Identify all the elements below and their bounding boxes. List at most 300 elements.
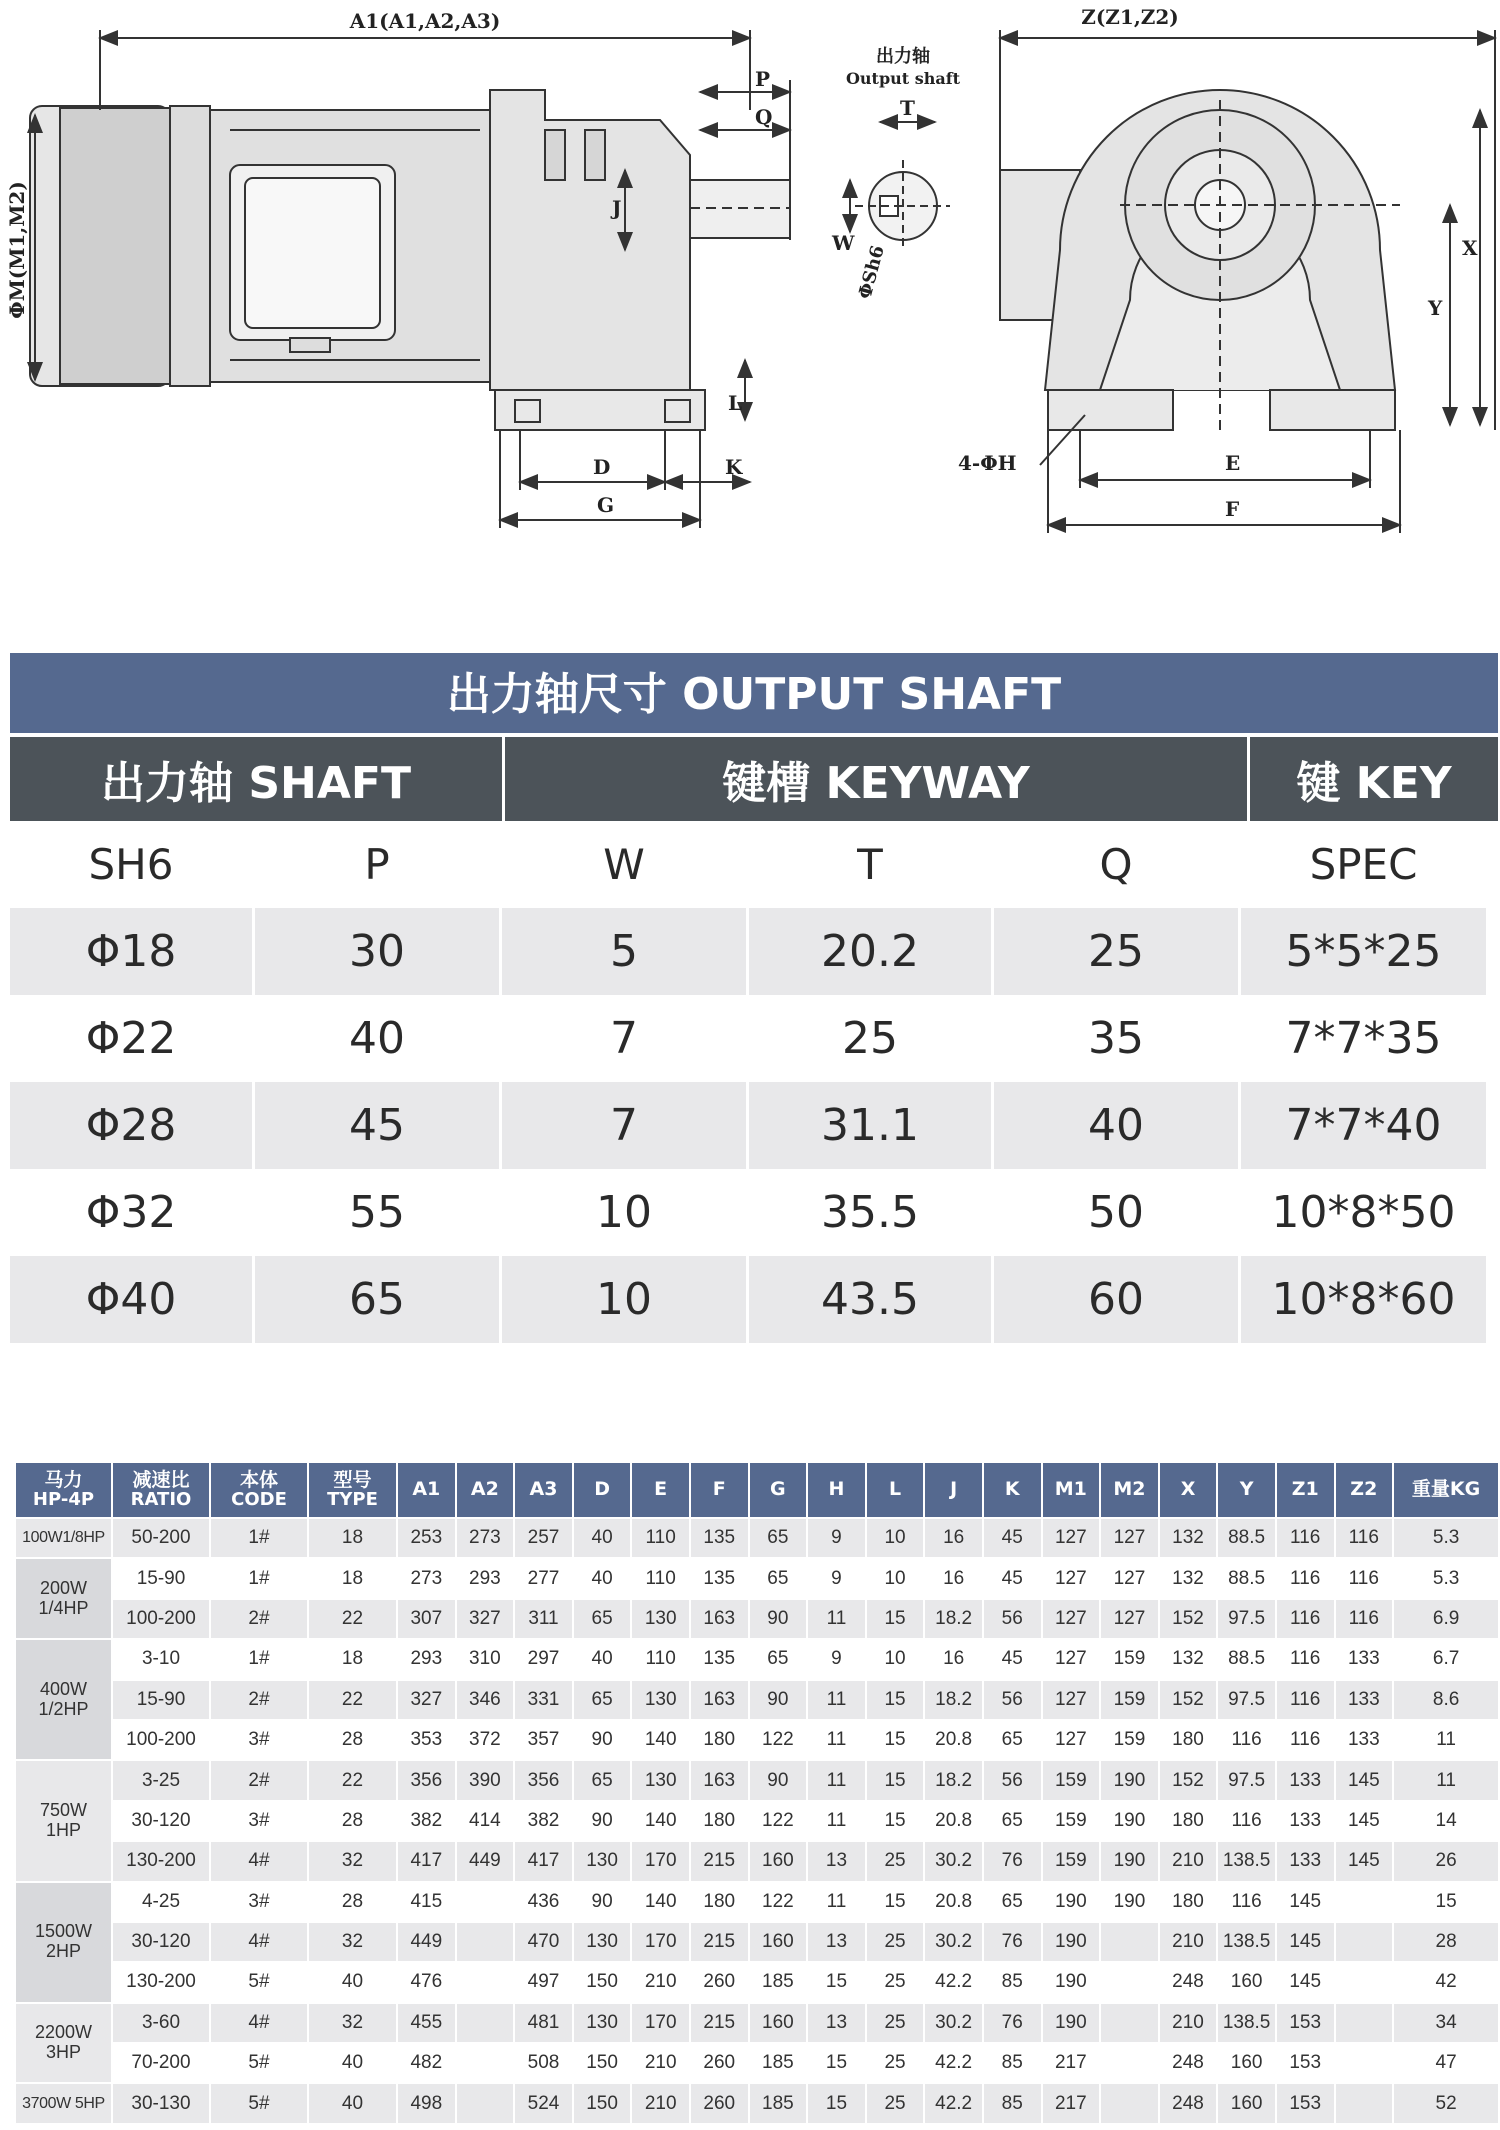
spec-cell: 417 [397,1841,456,1881]
spec-cell: 25 [866,1922,925,1962]
spec-cell: 145 [1276,1962,1335,2002]
shaft-cell: 35 [994,995,1241,1082]
spec-cell: 28 [1393,1922,1499,1962]
spec-cell: 30-120 [112,1801,210,1841]
label-j: J [612,196,622,220]
spec-cell: 133 [1335,1639,1394,1679]
spec-cell: 248 [1159,1962,1218,2002]
spec-cell: 3# [210,1801,308,1841]
spec-row [15,1518,1499,1558]
spec-cell [1335,2003,1394,2043]
spec-cell [456,1882,515,1922]
spec-cell: 127 [1042,1720,1101,1760]
shaft-cell: 25 [994,908,1241,995]
spec-cell: 346 [456,1680,515,1720]
spec-cell: 110 [631,1518,690,1558]
spec-cell [456,1922,515,1962]
spec-cell: 18 [308,1518,397,1558]
shaft-cell: Φ40 [10,1256,255,1343]
spec-cell: 127 [1042,1599,1101,1639]
spec-cell: 116 [1335,1518,1394,1558]
spec-cell: 382 [397,1801,456,1841]
header-type-en: TYPE [327,1488,378,1510]
header-dim: D [573,1462,632,1518]
spec-cell: 150 [573,2043,632,2083]
spec-cell: 152 [1159,1599,1218,1639]
spec-cell: 15 [807,2083,866,2123]
header-dim: F [690,1462,749,1518]
spec-cell: 65 [749,1639,808,1679]
spec-cell: 42.2 [924,2083,983,2123]
spec-header-row [15,1462,1499,1518]
hp-line: 1/2HP [38,1698,89,1719]
spec-cell: 65 [983,1882,1042,1922]
spec-cell: 185 [749,2043,808,2083]
spec-cell: 97.5 [1217,1599,1276,1639]
shaft-cell: 10*8*50 [1271,1187,1456,1238]
spec-cell [1335,2043,1394,2083]
spec-cell: 170 [631,1922,690,1962]
spec-cell: 132 [1159,1639,1218,1679]
shaft-row [10,995,1498,1082]
shaft-cell: 40 [994,1082,1241,1169]
spec-cell: 260 [690,2043,749,2083]
spec-cell: 42.2 [924,1962,983,2002]
spec-cell: 65 [573,1680,632,1720]
spec-cell: 357 [514,1720,573,1760]
spec-cell: 25 [866,1841,925,1881]
spec-cell: 20.8 [924,1720,983,1760]
spec-cell: 116 [1276,1599,1335,1639]
header-hp-en: HP-4P [32,1488,95,1510]
spec-cell: 15 [807,1962,866,2002]
header-dim: A1 [397,1462,456,1518]
spec-cell: 293 [456,1558,515,1598]
spec-cell: 190 [1100,1841,1159,1881]
header-dim: Z2 [1335,1462,1394,1518]
spec-cell: 65 [983,1720,1042,1760]
spec-cell: 5# [210,2043,308,2083]
spec-cell: 135 [690,1639,749,1679]
spec-cell: 16 [924,1518,983,1558]
shaft-cell: 43.5 [749,1256,994,1343]
spec-cell: 210 [1159,2003,1218,2043]
spec-cell: 190 [1042,1922,1101,1962]
spec-cell: 215 [690,1841,749,1881]
spec-cell: 476 [397,1962,456,2002]
shaft-row [10,1256,1498,1343]
header-dim: Y [1217,1462,1276,1518]
header-dim: L [866,1462,925,1518]
spec-cell: 390 [456,1760,515,1800]
motor-side-view [30,106,490,386]
label-w: W [832,231,855,255]
header-dim: G [749,1462,808,1518]
spec-cell: 4# [210,2003,308,2043]
shaft-section [850,122,950,250]
spec-cell: 11 [807,1599,866,1639]
hp-line: 3700W 5HP [22,2094,105,2112]
spec-row [15,2083,1499,2123]
spec-cell: 42.2 [924,2043,983,2083]
spec-cell: 130 [573,2003,632,2043]
spec-cell: 160 [1217,2043,1276,2083]
label-z-overall: Z(Z1,Z2) [1081,5,1179,29]
spec-cell: 22 [308,1760,397,1800]
spec-cell: 32 [308,2003,397,2043]
spec-cell: 4# [210,1841,308,1881]
spec-cell: 28 [308,1720,397,1760]
spec-cell: 160 [749,1922,808,1962]
label-t: T [900,96,915,120]
spec-cell: 150 [573,1962,632,2002]
shaft-cell: 10 [502,1256,749,1343]
spec-cell: 18 [308,1639,397,1679]
spec-cell: 88.5 [1217,1639,1276,1679]
spec-cell: 145 [1335,1760,1394,1800]
spec-cell: 90 [573,1720,632,1760]
spec-cell: 6.9 [1393,1599,1499,1639]
spec-cell: 160 [1217,2083,1276,2123]
spec-cell [1100,1922,1159,1962]
spec-cell: 18.2 [924,1599,983,1639]
spec-cell: 90 [749,1760,808,1800]
spec-cell: 90 [749,1599,808,1639]
label-holes: 4-ΦH [958,451,1017,475]
spec-cell: 88.5 [1217,1558,1276,1598]
shaft-cell: 55 [255,1169,502,1256]
spec-cell: 100-200 [112,1720,210,1760]
hp-line: 2HP [45,1941,81,1962]
spec-cell: 372 [456,1720,515,1760]
hp-line: 1/4HP [38,1597,89,1618]
spec-cell: 297 [514,1639,573,1679]
spec-cell: 20.8 [924,1801,983,1841]
spec-cell: 455 [397,2003,456,2043]
spec-cell: 32 [308,1922,397,1962]
shaft-group-header [10,737,1498,821]
spec-cell: 180 [1159,1882,1218,1922]
hp-line: 750W [39,1800,88,1821]
spec-cell: 159 [1042,1841,1101,1881]
spec-row [15,2003,1499,2043]
header-dim: J [924,1462,983,1518]
group-shaft: 出力轴 SHAFT [10,737,505,821]
spec-cell: 76 [983,1841,1042,1881]
shaft-cell: 60 [994,1256,1241,1343]
spec-cell: 65 [573,1599,632,1639]
spec-cell: 15 [866,1882,925,1922]
spec-cell: 56 [983,1760,1042,1800]
header-ratio-cn: 减速比 [132,1468,190,1491]
spec-cell: 65 [573,1760,632,1800]
spec-cell: 40 [573,1639,632,1679]
spec-body [15,1518,1499,2124]
header-type-cn: 型号 [333,1468,372,1491]
spec-cell: 130 [631,1680,690,1720]
spec-cell: 42 [1393,1962,1499,2002]
spec-cell: 481 [514,2003,573,2043]
spec-cell: 159 [1100,1720,1159,1760]
header-hp-cn: 马力 [44,1468,83,1491]
spec-cell: 11 [807,1720,866,1760]
hp-line: 100W1/8HP [22,1529,105,1547]
spec-cell: 185 [749,2083,808,2123]
spec-cell: 5.3 [1393,1518,1499,1558]
spec-cell [1100,2083,1159,2123]
spec-cell: 307 [397,1599,456,1639]
spec-cell: 449 [456,1841,515,1881]
spec-cell: 130 [631,1599,690,1639]
label-p: P [755,67,771,91]
hp-line: 1500W [34,1921,93,1942]
spec-cell: 97.5 [1217,1760,1276,1800]
spec-cell: 248 [1159,2083,1218,2123]
spec-row [15,1962,1499,2002]
spec-cell: 20.8 [924,1882,983,1922]
spec-cell: 18 [308,1558,397,1598]
shaft-cell: 50 [994,1169,1241,1256]
spec-cell: 257 [514,1518,573,1558]
spec-cell: 3-60 [112,2003,210,2043]
spec-cell: 11 [1393,1720,1499,1760]
spec-cell: 163 [690,1680,749,1720]
spec-cell: 65 [983,1801,1042,1841]
spec-cell: 116 [1217,1801,1276,1841]
spec-cell: 273 [397,1558,456,1598]
spec-cell: 180 [690,1882,749,1922]
spec-cell: 18.2 [924,1760,983,1800]
spec-cell: 15-90 [112,1558,210,1598]
label-k: K [725,455,743,479]
spec-cell: 28 [308,1882,397,1922]
spec-table [14,1461,1500,2125]
spec-cell: 40 [308,2043,397,2083]
spec-cell: 190 [1100,1801,1159,1841]
spec-cell: 382 [514,1801,573,1841]
spec-cell: 130 [573,1841,632,1881]
label-output-shaft-cn: 出力轴 [876,46,930,67]
label-l: L [728,391,743,415]
spec-cell: 138.5 [1217,2003,1276,2043]
spec-cell: 132 [1159,1518,1218,1558]
label-g: G [597,493,615,517]
spec-cell: 2# [210,1680,308,1720]
spec-cell: 210 [631,1962,690,2002]
spec-cell: 133 [1276,1760,1335,1800]
spec-cell [456,2043,515,2083]
spec-cell: 130 [573,1922,632,1962]
spec-cell: 9 [807,1518,866,1558]
spec-cell: 498 [397,2083,456,2123]
spec-cell: 30-130 [112,2083,210,2123]
spec-cell: 138.5 [1217,1922,1276,1962]
spec-cell: 76 [983,1922,1042,1962]
spec-cell: 133 [1335,1720,1394,1760]
spec-row [15,1720,1499,1760]
spec-cell: 159 [1100,1639,1159,1679]
spec-cell: 210 [1159,1841,1218,1881]
spec-cell: 90 [573,1882,632,1922]
header-type [308,1462,397,1518]
spec-cell: 14 [1393,1801,1499,1841]
shaft-row [10,908,1498,995]
shaft-row [10,1082,1498,1169]
spec-cell: 40 [573,1558,632,1598]
spec-cell: 22 [308,1599,397,1639]
spec-cell: 160 [1217,1962,1276,2002]
spec-cell: 116 [1276,1639,1335,1679]
spec-cell: 145 [1335,1841,1394,1881]
spec-cell: 45 [983,1558,1042,1598]
spec-cell: 15 [1393,1882,1499,1922]
shaft-cell: 40 [255,995,502,1082]
shaft-cell: 7 [502,1082,749,1169]
dimension-drawing [0,0,1500,620]
spec-cell: 47 [1393,2043,1499,2083]
spec-cell: 248 [1159,2043,1218,2083]
spec-cell: 417 [514,1841,573,1881]
spec-cell: 15 [866,1599,925,1639]
spec-cell: 140 [631,1720,690,1760]
spec-cell: 1# [210,1518,308,1558]
spec-cell: 353 [397,1720,456,1760]
spec-cell: 482 [397,2043,456,2083]
spec-cell: 127 [1100,1518,1159,1558]
spec-cell: 215 [690,1922,749,1962]
spec-cell: 15 [807,2043,866,2083]
shaft-cell: 25 [749,995,994,1082]
spec-cell: 76 [983,2003,1042,2043]
spec-cell: 116 [1217,1720,1276,1760]
spec-cell: 153 [1276,2043,1335,2083]
spec-cell: 217 [1042,2083,1101,2123]
spec-cell: 90 [749,1680,808,1720]
spec-cell: 90 [573,1801,632,1841]
spec-cell: 190 [1100,1760,1159,1800]
spec-cell: 25 [866,1962,925,2002]
spec-cell: 122 [749,1801,808,1841]
spec-cell: 116 [1217,1882,1276,1922]
spec-cell: 4# [210,1922,308,1962]
spec-cell: 1# [210,1558,308,1598]
spec-cell: 217 [1042,2043,1101,2083]
hp-line: 200W [39,1577,88,1598]
spec-cell: 52 [1393,2083,1499,2123]
label-y: Y [1428,296,1443,320]
spec-cell: 127 [1042,1680,1101,1720]
spec-cell: 1# [210,1639,308,1679]
output-shaft-title: 出力轴尺寸 OUTPUT SHAFT [10,653,1498,737]
hp-cell [15,1518,112,1558]
output-shaft-table [10,653,1498,1343]
spec-cell: 497 [514,1962,573,2002]
spec-cell: 65 [749,1518,808,1558]
spec-cell: 170 [631,2003,690,2043]
spec-cell: 180 [1159,1720,1218,1760]
spec-cell: 10 [866,1558,925,1598]
spec-cell [1335,2083,1394,2123]
header-ratio-en: RATIO [130,1488,192,1510]
spec-cell: 253 [397,1518,456,1558]
spec-cell: 135 [690,1558,749,1598]
spec-cell: 32 [308,1841,397,1881]
spec-cell: 130-200 [112,1962,210,2002]
spec-cell: 3# [210,1882,308,1922]
spec-cell: 132 [1159,1558,1218,1598]
label-m-diameter: ΦM(M1,M2) [5,181,29,319]
shaft-cell: P [255,821,502,908]
spec-cell: 127 [1100,1599,1159,1639]
spec-cell: 133 [1335,1680,1394,1720]
spec-cell: 185 [749,1962,808,2002]
shaft-cell: Q [994,821,1241,908]
spec-cell: 190 [1042,2003,1101,2043]
spec-cell: 152 [1159,1680,1218,1720]
spec-row [15,1760,1499,1800]
header-dim: M1 [1042,1462,1101,1518]
label-d: D [593,455,611,479]
spec-cell [1100,2003,1159,2043]
spec-cell: 5# [210,1962,308,2002]
spec-cell: 97.5 [1217,1680,1276,1720]
spec-cell: 25 [866,2003,925,2043]
spec-cell: 127 [1100,1558,1159,1598]
spec-cell: 15 [866,1680,925,1720]
shaft-cell: 30 [255,908,502,995]
spec-cell: 260 [690,1962,749,2002]
spec-cell: 15 [866,1801,925,1841]
spec-cell [1100,2043,1159,2083]
spec-cell: 9 [807,1639,866,1679]
spec-cell: 10 [866,1518,925,1558]
spec-cell: 70-200 [112,2043,210,2083]
hp-cell [15,2003,112,2084]
spec-cell: 116 [1276,1680,1335,1720]
spec-cell: 414 [456,1801,515,1841]
shaft-cell: W [502,821,749,908]
spec-cell: 26 [1393,1841,1499,1881]
spec-cell: 133 [1276,1801,1335,1841]
spec-cell: 135 [690,1518,749,1558]
label-e: E [1225,451,1241,475]
shaft-cell: Φ32 [10,1169,255,1256]
spec-cell: 116 [1335,1558,1394,1598]
shaft-cell: 7*7*35 [1285,1013,1442,1064]
spec-cell: 18.2 [924,1680,983,1720]
hp-line: 400W [39,1678,88,1699]
spec-cell: 415 [397,1882,456,1922]
header-dim: A3 [514,1462,573,1518]
spec-cell: 133 [1276,1841,1335,1881]
header-code [210,1462,308,1518]
spec-cell: 25 [866,2083,925,2123]
spec-cell: 153 [1276,2083,1335,2123]
spec-cell [456,2003,515,2043]
spec-cell: 116 [1335,1599,1394,1639]
spec-cell: 310 [456,1639,515,1679]
spec-cell: 470 [514,1922,573,1962]
spec-cell: 11 [807,1882,866,1922]
shaft-row [10,1169,1498,1256]
spec-row [15,1922,1499,1962]
spec-row [15,1841,1499,1881]
spec-cell: 159 [1042,1760,1101,1800]
spec-cell: 122 [749,1882,808,1922]
spec-cell: 116 [1276,1558,1335,1598]
spec-row [15,1882,1499,1922]
spec-cell: 210 [631,2083,690,2123]
